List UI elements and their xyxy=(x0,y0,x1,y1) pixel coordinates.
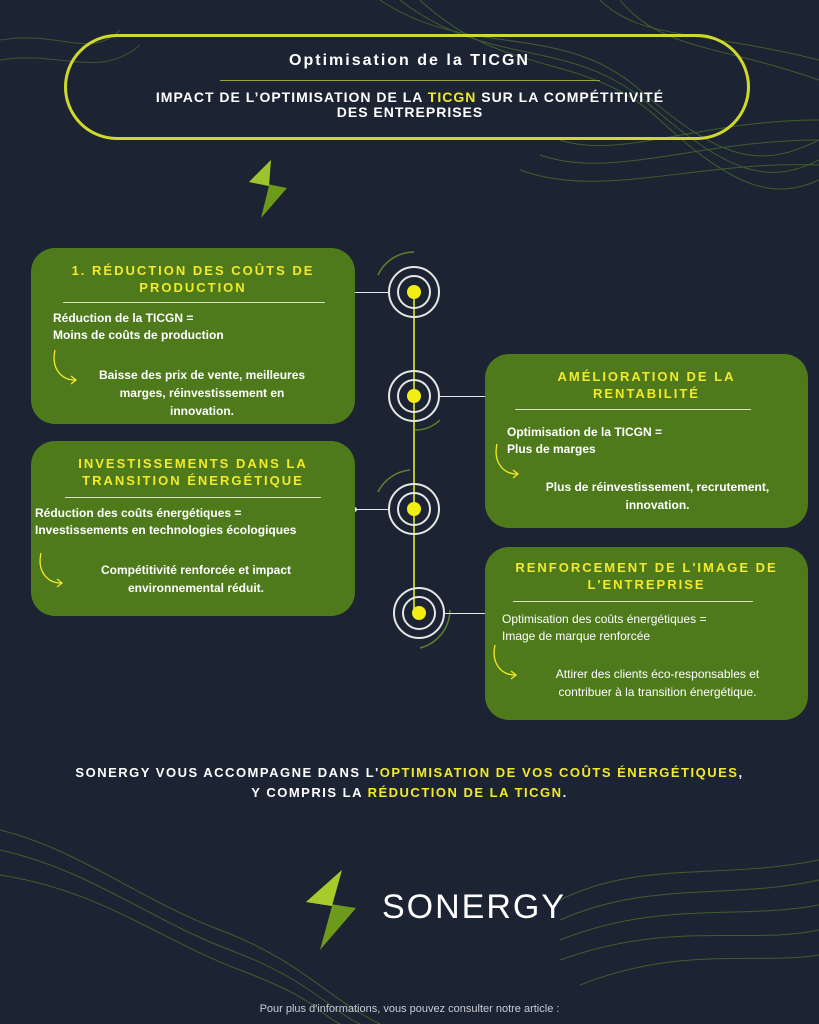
card-main-text: Réduction des coûts énergétiques = Investissements en technologies écologiques xyxy=(35,506,297,537)
bolt-icon xyxy=(298,870,362,950)
card-energy-transition xyxy=(31,441,355,616)
card-divider xyxy=(63,302,325,303)
card-main-text: Optimisation des coûts énergétiques = Image de marque renforcée xyxy=(502,612,707,643)
card-sub-text: Compétitivité renforcée et impact environnemental réduit. xyxy=(100,563,292,595)
connector-3 xyxy=(354,509,390,510)
card-title: INVESTISSEMENTS DANS LA TRANSITION ÉNERGÉTIQUE xyxy=(78,456,308,488)
brand-name: SONERGY xyxy=(382,888,567,926)
card-company-image xyxy=(485,547,808,720)
card-title: AMÉLIORATION DE LA RENTABILITÉ xyxy=(557,369,736,401)
cta-text: SONERGY VOUS ACCOMPAGNE DANS L'OPTIMISATION DE VOS COÛTS ÉNERGÉTIQUES, Y COMPRIS LA RÉDUCTION DE LA TICGN. xyxy=(75,765,744,800)
title-divider xyxy=(220,80,600,81)
timeline-node-1 xyxy=(388,266,440,318)
card-divider xyxy=(515,409,751,410)
card-main-text: Optimisation de la TICGN = Plus de marges xyxy=(507,425,663,456)
card-main-text: Réduction de la TICGN = Moins de coûts de production xyxy=(53,311,224,342)
footer-text: Pour plus d'informations, vous pouvez consulter notre article : xyxy=(259,1003,560,1015)
card-divider xyxy=(513,601,753,602)
timeline-line xyxy=(413,292,415,614)
timeline-node-4 xyxy=(393,587,445,639)
page-subtitle: IMPACT DE L’OPTIMISATION DE LA TICGN SUR LA COMPÉTITIVITÉ DES ENTREPRISES xyxy=(155,89,665,120)
card-sub-text: Plus de réinvestissement, recrutement, innovation. xyxy=(545,480,770,512)
header-pill xyxy=(64,34,750,140)
page-title: Optimisation de la TICGN xyxy=(289,52,530,69)
card-production-costs xyxy=(31,248,355,424)
timeline-node-2 xyxy=(388,370,440,422)
card-sub-text: Baisse des prix de vente, meilleures marges, réinvestissement en innovation. xyxy=(98,368,306,418)
card-title: RENFORCEMENT DE L'IMAGE DE L'ENTREPRISE xyxy=(515,560,778,592)
curved-arrow-icon xyxy=(493,442,523,482)
card-divider xyxy=(65,497,321,498)
bolt-icon xyxy=(243,160,293,218)
card-profitability xyxy=(485,354,808,528)
card-title: 1. RÉDUCTION DES COÛTS DE PRODUCTION xyxy=(71,263,315,295)
card-sub-text: Attirer des clients éco-responsables et contribuer à la transition énergétique. xyxy=(555,667,760,699)
timeline-node-3 xyxy=(388,483,440,535)
